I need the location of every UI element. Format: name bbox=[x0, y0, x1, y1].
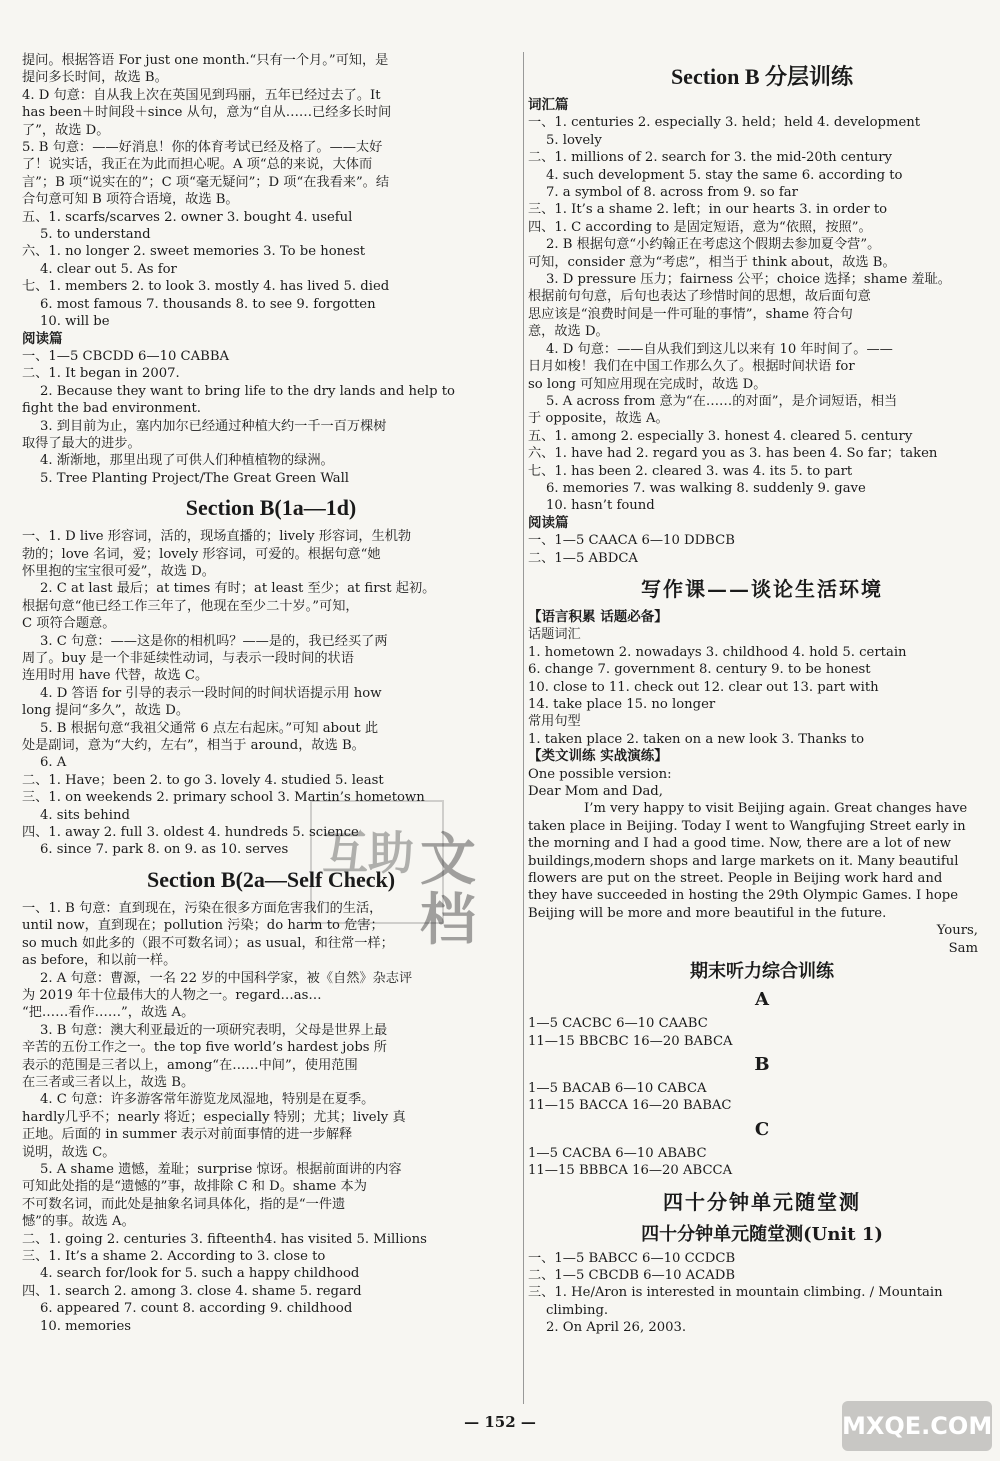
text-line: as before，和以前一样。 bbox=[22, 953, 177, 969]
text-line: 2. On April 26, 2003. bbox=[546, 1320, 687, 1336]
text-line: 提问多长时间，故选 B。 bbox=[22, 70, 168, 86]
text-line: 周了。buy 是一个非延续性动词，与表示一段时间的状语 bbox=[22, 651, 354, 666]
text-line: 不可数名词，而此处是抽象名词具体化，指的是“一件遗 bbox=[22, 1196, 346, 1212]
text-line: C 项符合题意。 bbox=[22, 616, 116, 632]
text-line: 二、1. millions of 2. search for 3. the mid-20th century bbox=[528, 150, 893, 166]
text-line: 连用时用 have 代替，故选 C。 bbox=[22, 668, 209, 684]
text-line: 二、1—5 CBCDB 6—10 ACADB bbox=[528, 1267, 736, 1283]
text-line: 5. lovely bbox=[546, 132, 602, 148]
text-line: 1. taken place 2. taken on a new look 3. Thanks to bbox=[528, 731, 865, 747]
text-line: 4. sits behind bbox=[40, 807, 130, 823]
text-line: 可知此处指的是“遗憾的”事，故排除 C 和 D。shame 本为 bbox=[22, 1179, 367, 1195]
text-line: 1—5 BACAB 6—10 CABCA bbox=[528, 1080, 707, 1096]
text-line: 5. Tree Planting Project/The Great Green Wall bbox=[40, 470, 350, 486]
letter-signoff: Yours, bbox=[936, 923, 978, 939]
text-line: 10. will be bbox=[40, 314, 110, 330]
text-line: 1. hometown 2. nowadays 3. childhood 4. hold 5. certain bbox=[528, 644, 907, 660]
text-line: 4. clear out 5. As for bbox=[40, 261, 177, 277]
text-line: 五、1. scarfs/scarves 2. owner 3. bought 4. useful bbox=[22, 209, 353, 225]
text-line: 三、1. It’s a shame 2. left；in our hearts 3. in order to bbox=[528, 202, 888, 218]
text-line: 5. A across from 意为“在……的对面”，是介词短语，相当 bbox=[546, 393, 898, 409]
page-number: — 152 — bbox=[464, 1413, 536, 1431]
text-line: 1—5 CACBC 6—10 CAABC bbox=[528, 1016, 708, 1032]
letter-paragraph: I’m very happy to visit Beijing again. Great changes have bbox=[584, 801, 968, 817]
text-line: “把……看作……”，故选 A。 bbox=[22, 1005, 195, 1021]
text-line: 4. C 句意：许多游客常年游览龙凤湿地，特别是在夏季。 bbox=[40, 1092, 375, 1108]
text-line: fight the bad environment. bbox=[22, 401, 201, 417]
text-line: 4. D 答语 for 引导的表示一段时间的时间状语提示用 how bbox=[40, 685, 382, 701]
text-line: 10. memories bbox=[40, 1318, 132, 1334]
text-line: 常用句型 bbox=[528, 714, 581, 730]
text-line: 二、1. Have；been 2. to go 3. lovely 4. studied 5. least bbox=[22, 772, 384, 788]
category-label: 【语言积累 话题必备】 bbox=[528, 608, 668, 625]
text-line: 10. close to 11. check out 12. clear out 13. part with bbox=[528, 679, 879, 695]
text-line: 3. B 句意：澳大利亚最近的一项研究表明，父母是世界上最 bbox=[40, 1022, 388, 1038]
text-line: flowers are put on the street. People in Beijing work hard and bbox=[528, 871, 943, 887]
text-line: 3. C 句意：——这是你的相机吗？——是的，我已经买了两 bbox=[40, 633, 388, 649]
text-line: 二、1. going 2. centuries 3. fifteenth4. has visited 5. Millions bbox=[22, 1231, 427, 1247]
corner-logo: MXQE.COM bbox=[842, 1401, 992, 1451]
text-line: 话题词汇 bbox=[528, 627, 581, 643]
text-line: 5. A shame 遗憾，羞耻；surprise 惊讶。根据前面讲的内容 bbox=[40, 1161, 402, 1177]
text-line: 于 opposite，故选 A。 bbox=[528, 411, 669, 427]
text-line: One possible version: bbox=[528, 766, 672, 782]
section-heading: Section B 分层训练 bbox=[670, 64, 854, 89]
subsection-heading: 四十分钟单元随堂测(Unit 1) bbox=[641, 1223, 883, 1245]
text-line: 取得了最大的进步。 bbox=[22, 435, 141, 451]
column-divider bbox=[523, 52, 524, 1404]
text-line: 七、1. has been 2. cleared 3. was 4. its 5. to part bbox=[528, 463, 853, 479]
subsection-heading: 期末听力综合训练 bbox=[690, 961, 834, 983]
text-line: they have succeeded in hosting the 29th Olympic Games. I hope bbox=[528, 888, 959, 904]
watermark-text-a: 互助 bbox=[322, 826, 414, 880]
text-line: 在三者或三者以上，故选 B。 bbox=[22, 1074, 195, 1090]
text-line: has been＋时间段＋since 从句，意为“自从……已经多长时间 bbox=[22, 105, 392, 121]
left-column bbox=[22, 52, 520, 1335]
category-label: 词汇篇 bbox=[528, 97, 569, 113]
text-line: 1—5 CACBA 6—10 ABABC bbox=[528, 1145, 707, 1161]
text-line: 4. search for/look for 5. such a happy childhood bbox=[40, 1266, 360, 1282]
text-line: 3. 到目前为止，塞内加尔已经通过种植大约一千一百万棵树 bbox=[40, 418, 387, 434]
text-line: long 提问“多久”，故选 D。 bbox=[22, 703, 190, 719]
text-line: 了”，故选 D。 bbox=[22, 122, 110, 138]
text-line: Beijing will be more and more beautiful in the future. bbox=[528, 905, 887, 921]
text-line: so long 可知应用现在完成时，故选 D。 bbox=[528, 376, 767, 392]
text-line: 4. 渐渐地，那里出现了可供人们种植植物的绿洲。 bbox=[40, 453, 334, 469]
letter-signoff: Sam bbox=[948, 940, 978, 956]
text-line: 6. memories 7. was walking 8. suddenly 9. gave bbox=[546, 480, 866, 496]
text-line: 一、1—5 BABCC 6—10 CCDCB bbox=[528, 1250, 736, 1266]
text-line: 了！说实话，我正在为此而担心呢。A 项“总的来说，大体而 bbox=[22, 157, 373, 173]
text-line: 6. most famous 7. thousands 8. to see 9. forgotten bbox=[40, 296, 376, 312]
text-line: 2. B 根据句意“小约翰正在考虑这个假期去参加夏令营”。 bbox=[546, 237, 881, 253]
subsection-heading: B bbox=[754, 1053, 770, 1075]
text-line: 日月如梭！我们在中国工作那么久了。根据时间状语 for bbox=[528, 359, 855, 375]
text-line: 6. A bbox=[40, 755, 67, 771]
text-line: 四、1. C according to 是固定短语，意为“依照，按照”。 bbox=[528, 219, 872, 235]
text-line: 11—15 BBBCA 16—20 ABCCA bbox=[528, 1163, 733, 1179]
section-heading: Section B(1a—1d) bbox=[185, 495, 357, 521]
text-line: 10. hasn’t found bbox=[546, 498, 655, 514]
text-line: until now，直到现在；pollution 污染；do harm to 危害； bbox=[22, 918, 384, 934]
text-line: taken place in Beijing. Today I went to Wangfujing Street early in bbox=[528, 818, 966, 834]
text-line: Dear Mom and Dad, bbox=[528, 784, 663, 800]
text-line: 根据前句句意，后句也表达了珍惜时间的思想，故后面句意 bbox=[528, 289, 871, 305]
text-line: 怀里抱的宝宝很可爱”，故选 D。 bbox=[22, 563, 215, 579]
text-line: 说明，故选 C。 bbox=[22, 1144, 116, 1160]
text-line: 六、1. have had 2. regard you as 3. has been 4. So far；taken bbox=[528, 446, 938, 462]
right-column bbox=[528, 52, 996, 1337]
text-line: 14. take place 15. no longer bbox=[528, 697, 716, 712]
text-line: 勃的；love 名词，爱；lovely 形容词，可爱的。根据句意“她 bbox=[22, 546, 381, 562]
category-label: 【类文训练 实战演练】 bbox=[528, 748, 668, 765]
text-line: 三、1. He/Aron is interested in mountain climbing. / Mountain bbox=[528, 1285, 943, 1301]
text-line: 5. to understand bbox=[40, 227, 151, 243]
subsection-heading: A bbox=[755, 989, 769, 1011]
category-label: 阅读篇 bbox=[528, 514, 569, 531]
text-line: 根据句意“他已经工作三年了，他现在至少二十岁。”可知， bbox=[22, 598, 359, 614]
text-line: 7. a symbol of 8. across from 9. so far bbox=[546, 185, 798, 201]
text-line: 言”；B 项“说实在的”；C 项“毫无疑问”；D 项“在我看来”。结 bbox=[22, 174, 390, 190]
text-line: 正地。后面的 in summer 表示对前面事情的进一步解释 bbox=[22, 1127, 353, 1143]
category-label: 阅读篇 bbox=[22, 330, 63, 347]
text-line: 4. D 句意：自从我上次在英国见到玛丽，五年已经过去了。It bbox=[22, 87, 381, 103]
text-line: 11—15 BBCBC 16—20 BABCA bbox=[528, 1033, 733, 1049]
text-line: 6. appeared 7. count 8. according 9. childhood bbox=[40, 1301, 353, 1317]
text-line: 2. Because they want to bring life to the dry lands and help to bbox=[40, 383, 455, 399]
text-line: 一、1—5 CBCDD 6—10 CABBA bbox=[22, 348, 230, 364]
text-line: 思应该是“浪费时间是一件可耻的事情”，shame 符合句 bbox=[528, 306, 853, 322]
text-line: 3. D pressure 压力；fairness 公平；choice 选择；shame 羞耻。 bbox=[546, 272, 951, 288]
text-line: 6. change 7. government 8. century 9. to be honest bbox=[528, 662, 871, 678]
text-line: 四、1. search 2. among 3. close 4. shame 5. regard bbox=[22, 1283, 362, 1299]
text-line: 憾”的事。故选 A。 bbox=[22, 1214, 135, 1230]
text-line: climbing. bbox=[546, 1302, 609, 1318]
text-line: 一、1. centuries 2. especially 3. held；held 4. development bbox=[528, 115, 921, 131]
text-line: 5. B 根据句意“我祖父通常 6 点左右起床。”可知 about 此 bbox=[40, 720, 379, 736]
text-line: 四、1. away 2. full 3. oldest 4. hundreds 5. science bbox=[22, 825, 359, 841]
text-line: 提问。根据答语 For just one month.“只有一个月。”可知，是 bbox=[22, 53, 389, 68]
text-line: 三、1. on weekends 2. primary school 3. Martin’s hometown bbox=[22, 790, 425, 806]
watermark-text-b: 文档 bbox=[420, 827, 476, 953]
chapter-heading: 四十分钟单元随堂测 bbox=[663, 1189, 861, 1214]
text-line: 意，故选 D。 bbox=[528, 324, 609, 340]
text-line: 2. C at last 最后；at times 有时；at least 至少；at first 起初。 bbox=[40, 581, 436, 597]
text-line: 处是副词，意为“大约，左右”，相当于 around，故选 B。 bbox=[22, 738, 365, 754]
text-line: 五、1. among 2. especially 3. honest 4. cleared 5. century bbox=[528, 428, 913, 444]
chapter-heading: 写作课——谈论生活环境 bbox=[641, 576, 883, 601]
text-line: buildings,modern shops and large markets on it. Many beautiful bbox=[528, 853, 959, 869]
text-line: 表示的范围是三者以上，among“在……中间”，使用范围 bbox=[22, 1057, 358, 1073]
subsection-heading: C bbox=[754, 1118, 770, 1140]
text-line: 一、1. B 句意：直到现在，污染在很多方面危害我们的生活， bbox=[22, 900, 383, 916]
text-line: 一、1. D live 形容词，活的，现场直播的；lively 形容词，生机勃 bbox=[22, 529, 412, 545]
text-line: 辛苦的五份工作之一。the top five world’s hardest jobs 所 bbox=[22, 1040, 387, 1056]
text-line: 一、1—5 CAACA 6—10 DDBCB bbox=[528, 533, 735, 549]
section-heading: Section B(2a—Self Check) bbox=[146, 866, 396, 892]
text-line: 2. A 句意：曹源，一名 22 岁的中国科学家，被《自然》杂志评 bbox=[40, 970, 413, 986]
text-line: 合句意可知 B 项符合语境，故选 B。 bbox=[22, 192, 239, 208]
text-line: 七、1. members 2. to look 3. mostly 4. has lived 5. died bbox=[22, 279, 390, 295]
text-line: hardly几乎不；nearly 将近；especially 特别；尤其；lively 真 bbox=[22, 1109, 406, 1125]
text-line: so much 如此多的（跟不可数名词）；as usual，和往常一样； bbox=[22, 935, 394, 951]
text-line: 5. B 句意：——好消息！你的体育考试已经及格了。——太好 bbox=[22, 140, 383, 156]
text-line: 二、1—5 ABDCA bbox=[528, 550, 638, 566]
text-line: 三、1. It’s a shame 2. According to 3. close to bbox=[22, 1249, 326, 1264]
text-line: 可知，consider 意为“考虑”，相当于 think about，故选 B。 bbox=[528, 254, 896, 270]
text-line: 六、1. no longer 2. sweet memories 3. To be honest bbox=[22, 244, 366, 260]
text-line: 4. such development 5. stay the same 6. according to bbox=[546, 167, 903, 183]
text-line: 6. since 7. park 8. on 9. as 10. serves bbox=[40, 842, 289, 858]
text-line: 为 2019 年十位最伟大的人物之一。regard…as… bbox=[22, 987, 322, 1003]
text-line: 二、1. It began in 2007. bbox=[22, 366, 180, 382]
text-line: 4. D 句意：——自从我们到这儿以来有 10 年时间了。—— bbox=[546, 341, 893, 357]
text-line: the morning and I had a good time. Now, there are a lot of new bbox=[528, 836, 951, 852]
text-line: 11—15 BACCA 16—20 BABAC bbox=[528, 1098, 732, 1114]
